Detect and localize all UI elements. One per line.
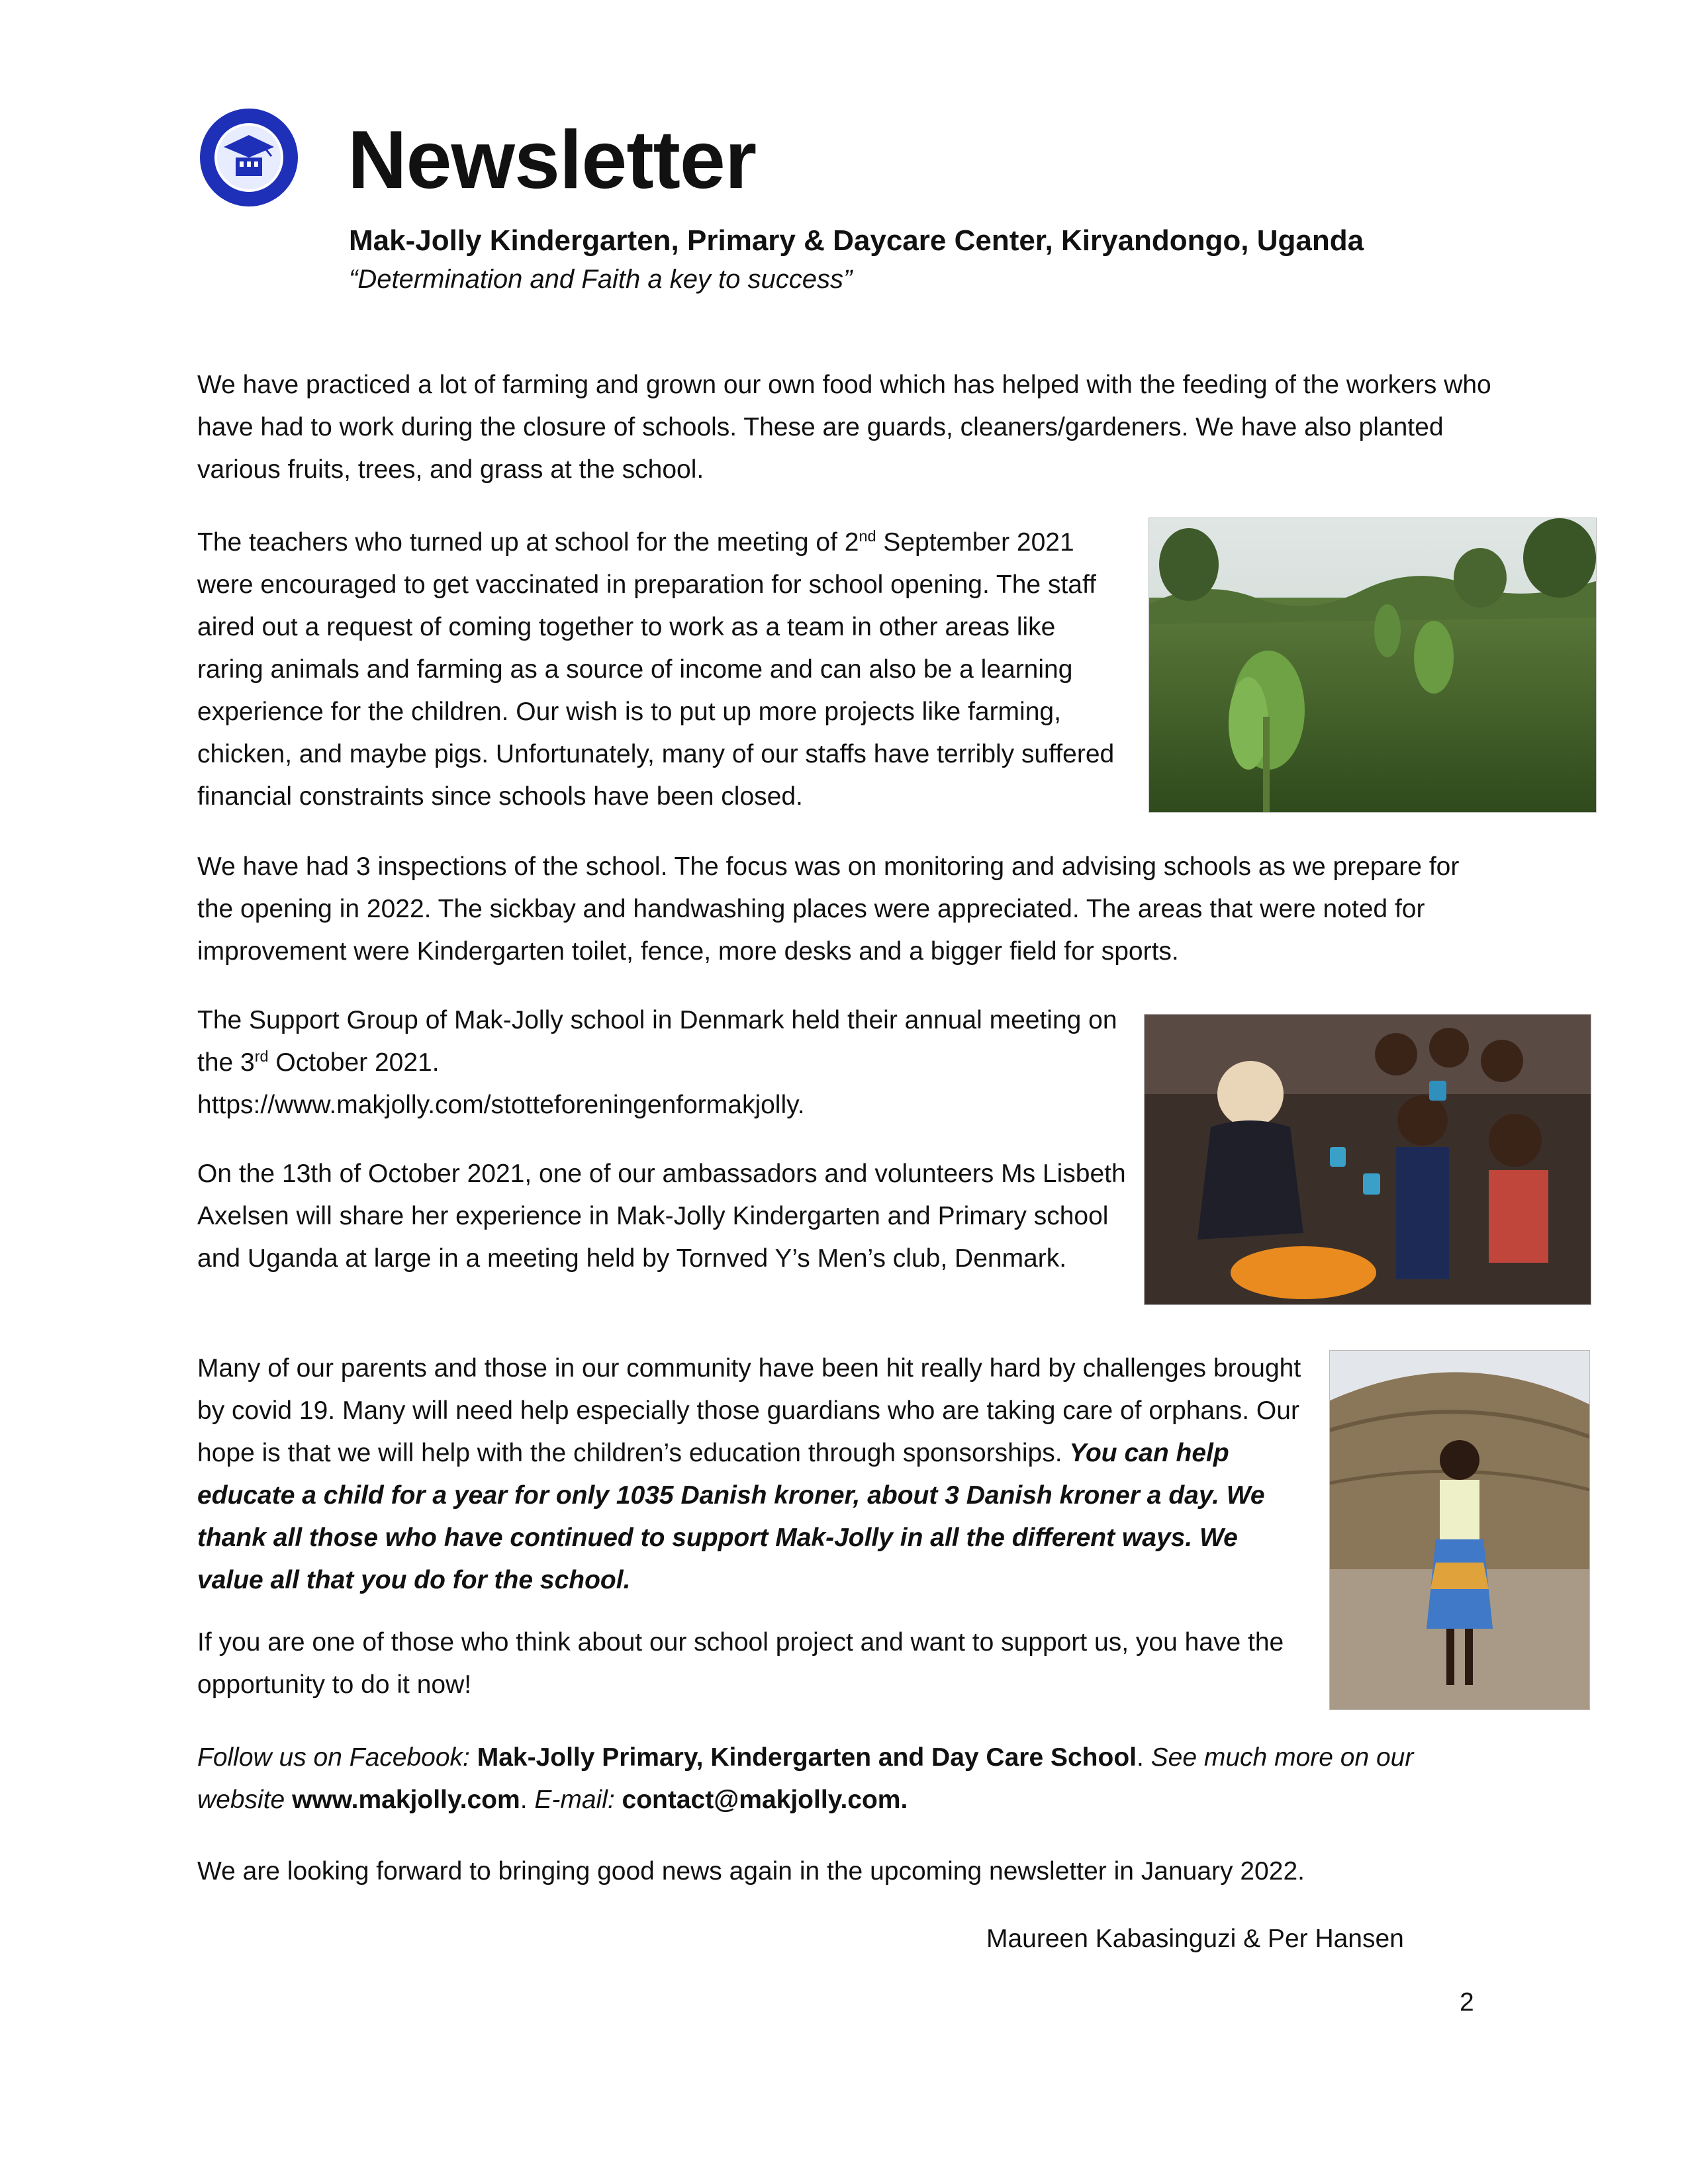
paragraph-contact: Follow us on Facebook: Mak-Jolly Primary, Kindergarten and Day Care School. See much more on our website www.makjolly.com. E-mail: contact@makjolly.com. xyxy=(197,1743,1414,1814)
paragraph-support-group: The Support Group of Mak-Jolly school in Denmark held their annual meeting on the 3rd October 2021. https://www.makjolly.com/stotteforeningenformakjolly. xyxy=(197,1006,1117,1119)
paragraph-sponsorship: Many of our parents and those in our community have been hit really hard by challenges brought by covid 19. Many will need help especially those guardians who are taking care of orphans. Our hope is that we will help with the children’s education through sponsorships. You can help educate a child for a year for only 1035 Danish kroner, about 3 Danish kroner a day. We thank all those who have continued to support Mak-Jolly in all the different ways. We value all that you do for the school. xyxy=(197,1354,1301,1594)
paragraph-call-to-action: If you are one of those who think about our school project and want to support us, you have the opportunity to do it now! xyxy=(197,1628,1284,1699)
school-motto: “Determination and Faith a key to success” xyxy=(349,265,853,294)
paragraph-inspections: We have had 3 inspections of the school. The focus was on monitoring and advising schools as we prepare for the opening in 2022. The sickbay and handwashing places were appreciated. The areas that were noted for improvement were Kindergarten toilet, fence, more desks and a bigger field for sports. xyxy=(197,852,1460,966)
signature: Maureen Kabasinguzi & Per Hansen xyxy=(986,1925,1404,1953)
page-title: Newsletter xyxy=(348,114,757,206)
page-number: 2 xyxy=(1460,1988,1474,2017)
facebook-page-link[interactable]: Mak-Jolly Primary, Kindergarten and Day Care School xyxy=(477,1743,1137,1772)
paragraph-closing: We are looking forward to bringing good news again in the upcoming newsletter in January 2022. xyxy=(197,1857,1305,1886)
sponsorship-appeal: You can help educate a child for a year for only 1035 Danish kroner, about 3 Danish kroner a day. We thank all those who have continued to support Mak-Jolly in all the different ways. We value all that you do for the school. xyxy=(197,1439,1265,1594)
organization-name: Mak-Jolly Kindergarten, Primary & Daycare Center, Kiryandongo, Uganda xyxy=(349,224,1364,257)
farm-field-photo xyxy=(1149,518,1597,813)
school-logo xyxy=(197,106,301,209)
child-hut-photo xyxy=(1329,1350,1590,1710)
paragraph-ambassador: On the 13th of October 2021, one of our ambassadors and volunteers Ms Lisbeth Axelsen will share her experience in Mak-Jolly Kindergarten and Primary school and Uganda at large in a meeting held by Tornved Y’s Men’s club, Denmark. xyxy=(197,1160,1126,1273)
email-link[interactable]: contact@makjolly.com. xyxy=(622,1786,908,1814)
paragraph-farming: We have practiced a lot of farming and grown our own food which has helped with the feeding of the workers who have had to work during the closure of schools. These are guards, cleaners/gardeners. We have also planted various fruits, trees, and grass at the school. xyxy=(197,371,1491,484)
volunteer-children-photo xyxy=(1144,1014,1591,1305)
support-group-link[interactable]: https://www.makjolly.com/stotteforeningenformakjolly. xyxy=(197,1091,805,1119)
paragraph-teachers: The teachers who turned up at school for the meeting of 2nd September 2021 were encouraged to get vaccinated in preparation for school opening. The staff aired out a request of coming together to work as a team in other areas like raring animals and farming as a source of income and can also be a learning experience for the children. Our wish is to put up more projects like farming, chicken, and maybe pigs. Unfortunately, many of our staffs have terribly suffered financial constraints since schools have been closed. xyxy=(197,527,1115,811)
website-link[interactable]: www.makjolly.com xyxy=(292,1786,520,1814)
